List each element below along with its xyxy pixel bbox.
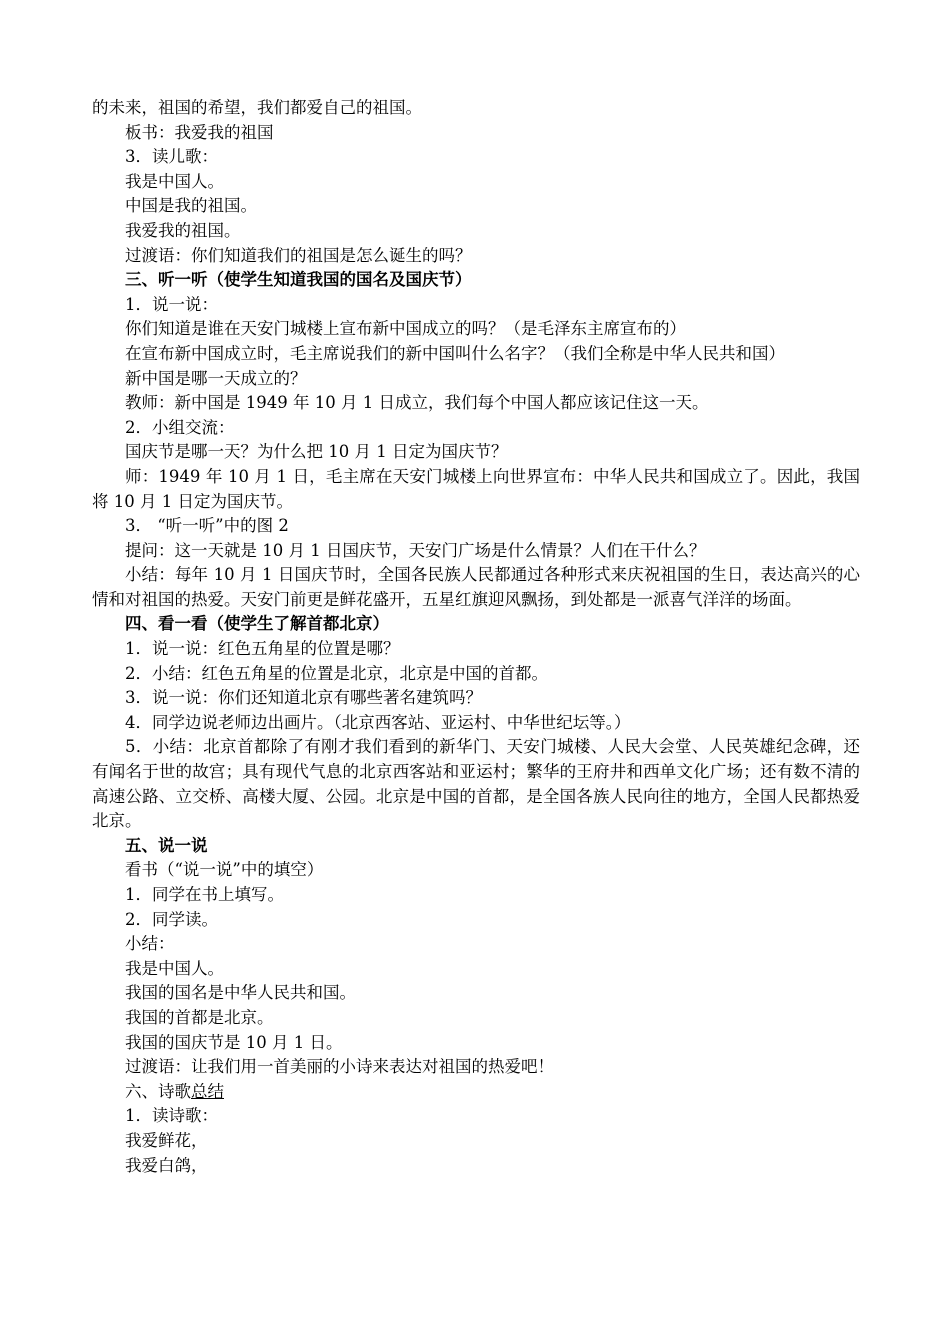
heading-text: 六、诗歌	[125, 1081, 191, 1101]
section-heading	[92, 1080, 860, 1105]
poem-line: 我爱白鸽，	[125, 1155, 208, 1175]
section-heading: 五、说一说	[125, 835, 208, 855]
paragraph-line: 中国是我的祖国。	[125, 196, 257, 216]
paragraph-line: 板书：我爱我的祖国	[125, 122, 274, 142]
paragraph-line: 看书（“说一说”中的填空）	[125, 860, 324, 880]
paragraph-line: 提问：这一天就是 10 月 1 日国庆节，天安门广场是什么情景？人们在干什么？	[125, 540, 706, 560]
paragraph-line: 3．读儿歌：	[125, 147, 218, 167]
underlined-text: 总结	[191, 1081, 224, 1101]
paragraph-line: 我是中国人。	[125, 958, 224, 978]
paragraph: 小结：每年 10 月 1 日国庆节时，全国各民族人民都通过各种形式来庆祝祖国的生日，表达高兴的心情和对祖国的热爱。天安门前更是鲜花盛开，五星红旗迎风飘扬，到处都是一派喜气洋洋的场面。	[92, 565, 860, 609]
paragraph-line: 1．说一说：红色五角星的位置是哪？	[125, 639, 400, 659]
section-heading: 四、看一看（使学生了解首都北京）	[125, 614, 389, 634]
paragraph: 师：1949 年 10 月 1 日，毛主席在天安门城楼上向世界宣布：中华人民共和国成立了。因此，我国将 10 月 1 日定为国庆节。	[92, 466, 860, 511]
paragraph-line: 教师：新中国是 1949 年 10 月 1 日成立，我们每个中国人都应该记住这一天。	[125, 393, 709, 413]
paragraph-line: 1．读诗歌：	[125, 1106, 218, 1126]
paragraph-line: 3． “听一听”中的图 2	[125, 516, 289, 536]
document-page	[92, 96, 860, 1178]
section-heading: 三、听一听（使学生知道我国的国名及国庆节）	[125, 270, 472, 290]
paragraph-line: 新中国是哪一天成立的？	[125, 368, 307, 388]
paragraph: 5．小结：北京首都除了有刚才我们看到的新华门、天安门城楼、人民大会堂、人民英雄纪念碑，还有闻名于世的故宫；具有现代气息的北京西客站和亚运村；繁华的王府井和西单文化广场；还有数不清的高速公路、立交桥、高楼大厦、公园。北京是中国的首都，是全国各族人民向往的地方，全国人民都热爱北京。	[92, 737, 860, 831]
paragraph-line: 1．同学在书上填写。	[125, 885, 284, 904]
paragraph-line: 我是中国人。	[125, 171, 224, 191]
paragraph-line: 我国的国庆节是 10 月 1 日。	[125, 1032, 343, 1052]
paragraph-line: 过渡语：让我们用一首美丽的小诗来表达对祖国的热爱吧！	[125, 1057, 554, 1077]
paragraph-line: 3．说一说：你们还知道北京有哪些著名建筑吗？	[125, 688, 482, 708]
paragraph-line: 1．说一说：	[125, 294, 218, 314]
paragraph: 在宣布新中国成立时，毛主席说我们的新中国叫什么名字？（我们全称是中华人民共和国）	[125, 343, 785, 363]
paragraph-line: 你们知道是谁在天安门城楼上宣布新中国成立的吗？（是毛泽东主席宣布的）	[125, 319, 686, 339]
paragraph-line: 过渡语：你们知道我们的祖国是怎么诞生的吗？	[125, 245, 472, 265]
paragraph-line: 4．同学边说老师边出画片。（北京西客站、亚运村、中华世纪坛等。）	[125, 712, 631, 732]
paragraph-line: 我国的首都是北京。	[125, 1007, 274, 1027]
paragraph-line: 小结：	[125, 934, 175, 954]
poem-line: 我爱鲜花，	[125, 1130, 208, 1150]
paragraph-line: 国庆节是哪一天？为什么把 10 月 1 日定为国庆节？	[125, 442, 508, 462]
paragraph-line: 的未来，祖国的希望，我们都爱自己的祖国。	[92, 98, 422, 117]
paragraph-line: 2．同学读。	[125, 909, 218, 929]
paragraph-line: 我爱我的祖国。	[125, 220, 241, 240]
paragraph-line: 2．小结：红色五角星的位置是北京，北京是中国的首都。	[125, 663, 548, 683]
paragraph-line: 我国的国名是中华人民共和国。	[125, 983, 356, 1003]
paragraph-line: 2．小组交流：	[125, 417, 235, 437]
